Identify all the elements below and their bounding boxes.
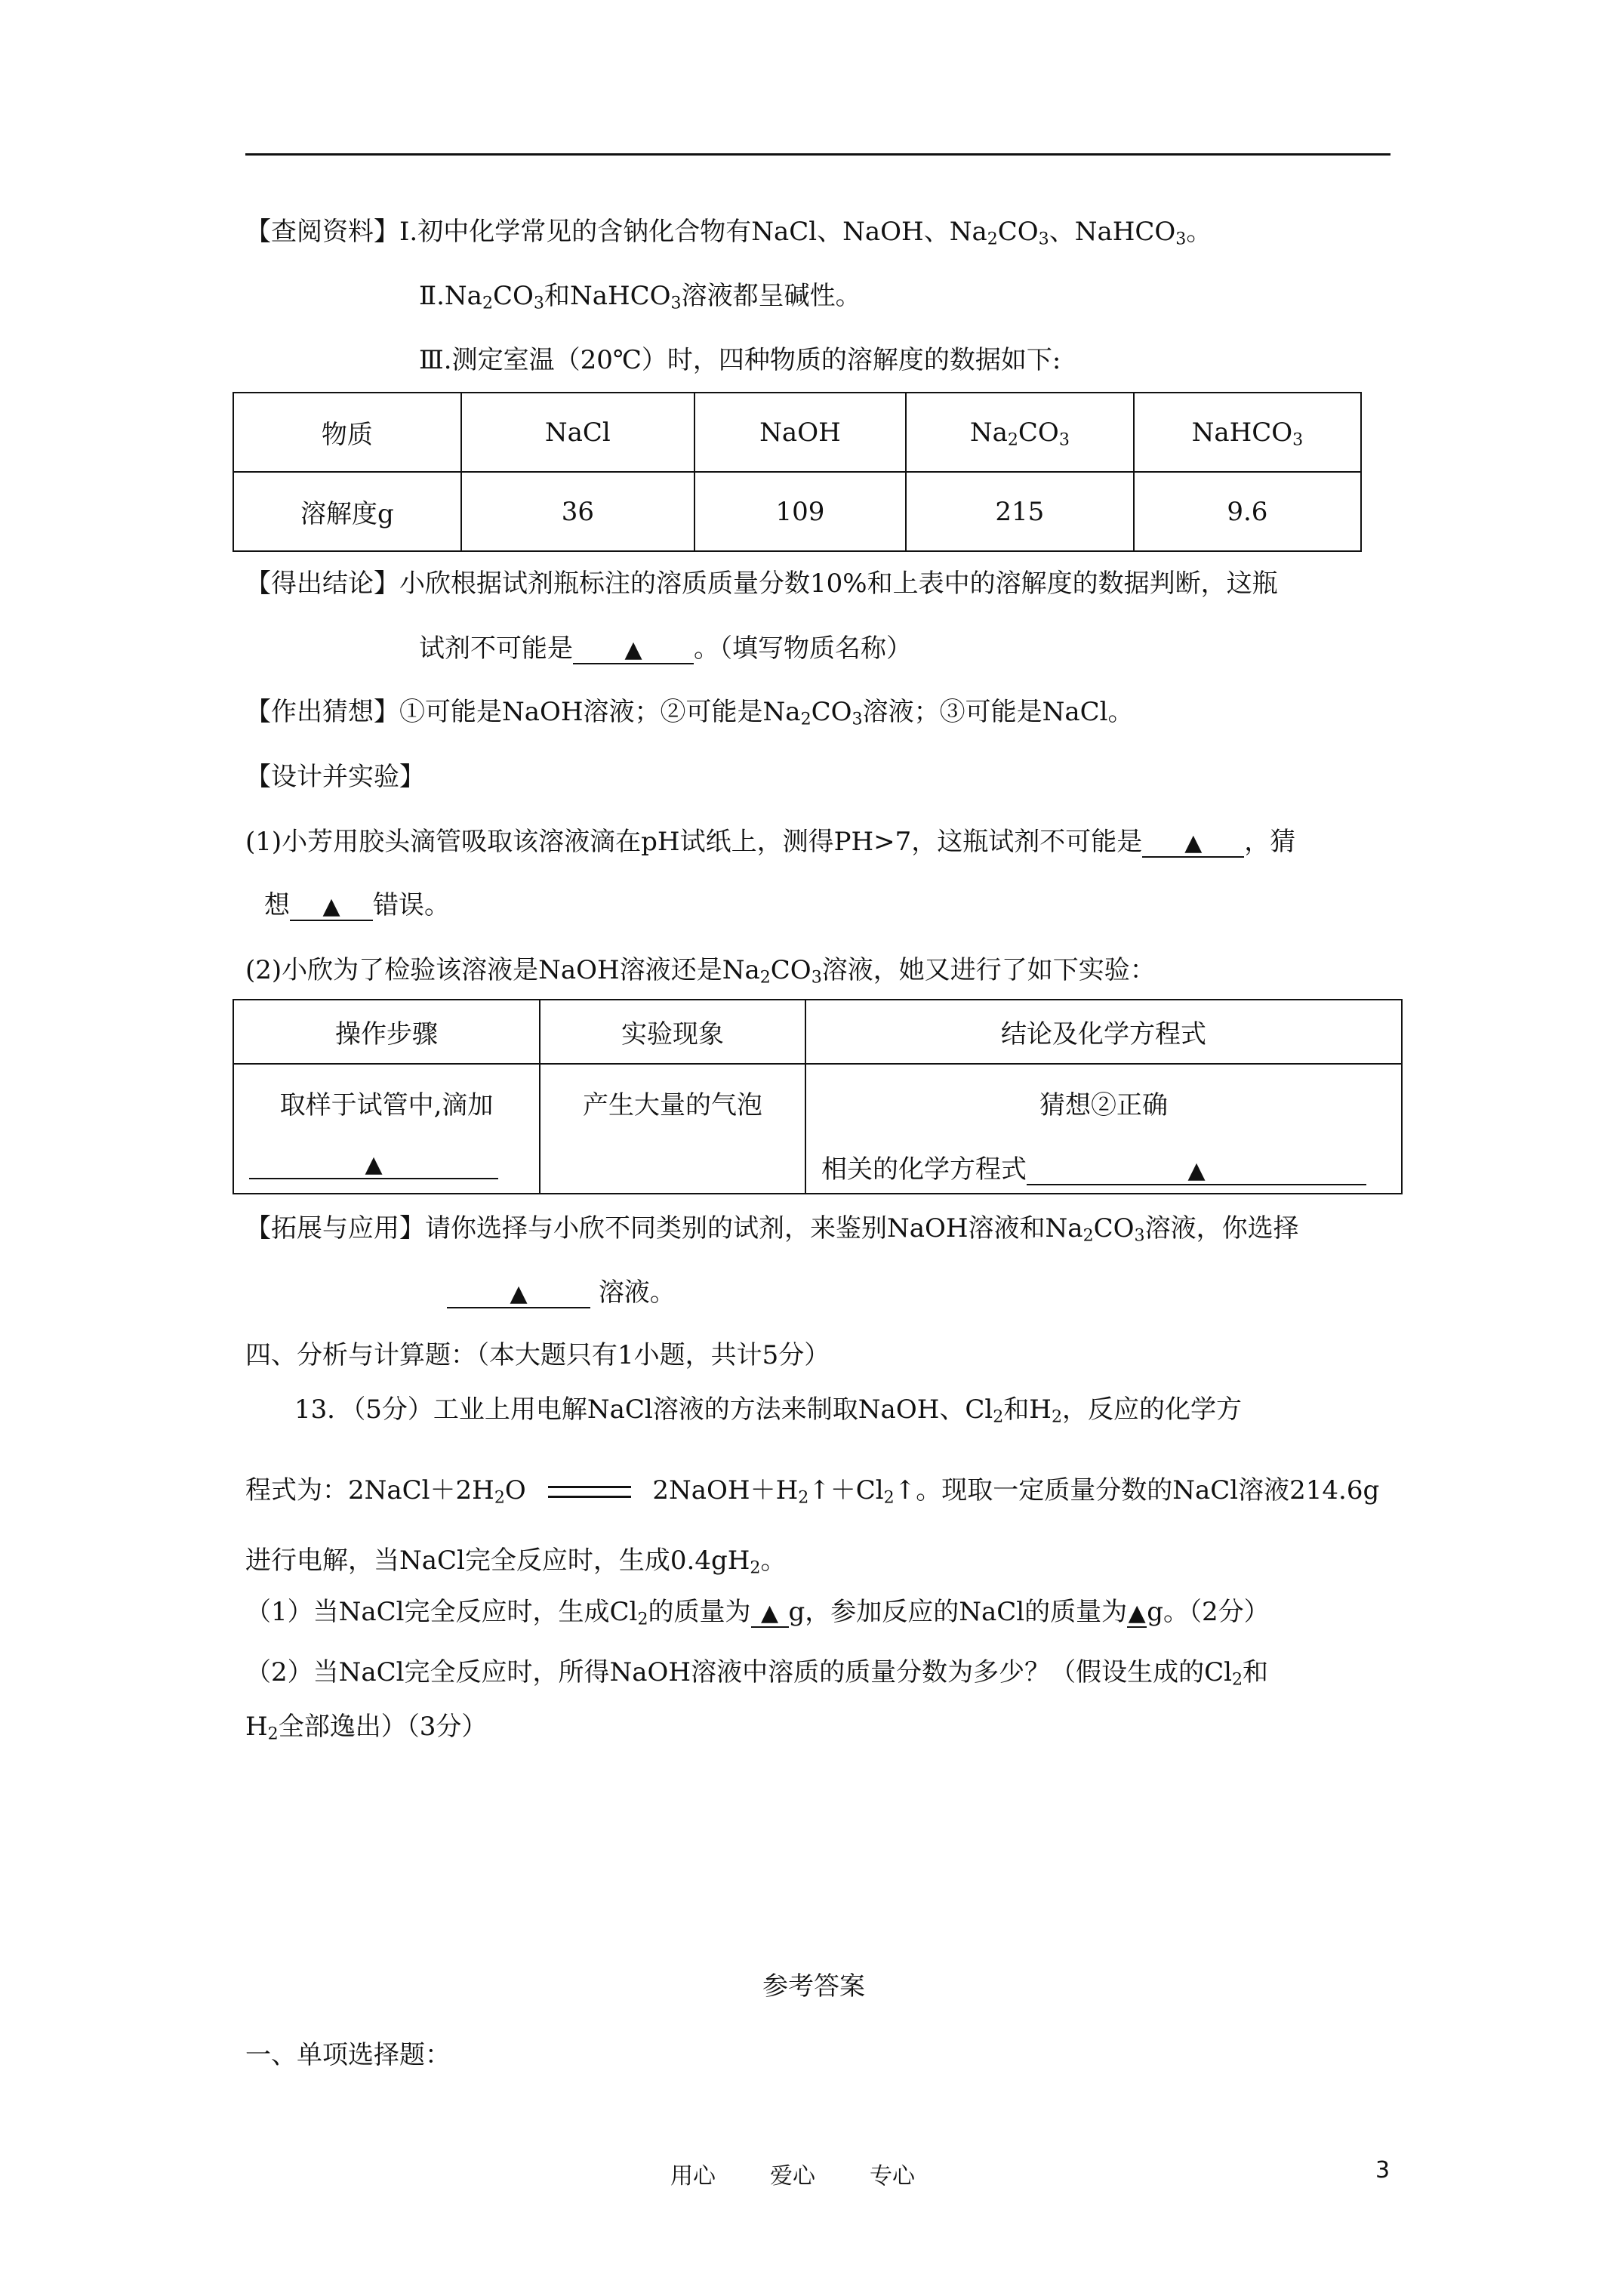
answer-blank[interactable]: ▲ xyxy=(751,1599,789,1628)
table-cell xyxy=(805,1064,1402,1194)
conclusion-line-2: 试剂不可能是 ▲ 。（填写物质名称） xyxy=(419,633,912,664)
header-rule xyxy=(245,153,1390,156)
observation-text: 产生大量的气泡 xyxy=(583,1090,762,1120)
answers-title: 参考答案 xyxy=(762,1971,865,2002)
operation-step-text: 取样于试管中,滴加 xyxy=(279,1090,494,1120)
conclusion-text: 猜想②正确 xyxy=(1039,1090,1168,1120)
question-1-line-1: (1)小芳用胶头滴管吸取该溶液滴在pH试纸上，测得PH>7，这瓶试剂不可能是 ▲ ，猜 xyxy=(245,827,1296,857)
table-row xyxy=(233,393,1361,472)
answer-blank[interactable]: ▲ xyxy=(1128,1600,1146,1626)
problem-13-part-2-line-1: （2）当NaCl完全反应时，所得NaOH溶液中溶质的质量分数为多少？（假设生成的$Cl_2$和 xyxy=(245,1657,1269,1690)
footer-mid: 爱心 xyxy=(770,2163,815,2190)
table-cell: 物质 xyxy=(233,393,461,472)
table-cell: NaOH xyxy=(694,393,906,472)
table-cell: 109 xyxy=(694,472,906,551)
section-4-heading: 四、分析与计算题：（本大题只有1小题，共计5分） xyxy=(245,1340,830,1370)
table-cell xyxy=(540,1064,805,1194)
page-number: 3 xyxy=(1375,2157,1390,2184)
table-cell: 9.6 xyxy=(1134,472,1361,551)
table-cell: 溶解度g xyxy=(233,472,461,551)
answer-blank[interactable]: ▲ xyxy=(1027,1157,1366,1185)
table-cell: $Na_2CO_3$ xyxy=(906,393,1134,472)
table-cell: 215 xyxy=(906,472,1134,551)
table-row xyxy=(233,1064,1402,1194)
question-1-line-2: 想 ▲ 错误。 xyxy=(264,890,450,920)
problem-13-equation: 程式为：$2NaCl+2H_2O$ $2NaOH+H_2↑+Cl_2↑$。现取一定质量分数的NaCl溶液214.6g xyxy=(245,1475,1380,1508)
table-cell: 操作步骤 xyxy=(233,1000,540,1064)
extension-line-2: ▲ 溶液。 xyxy=(447,1280,676,1308)
answers-section-1: 一、单项选择题： xyxy=(245,2040,451,2070)
experiment-table xyxy=(233,999,1403,1194)
answer-blank[interactable]: ▲ xyxy=(290,892,373,921)
answer-blank[interactable]: ▲ xyxy=(249,1151,498,1179)
question-2-line: (2)小欣为了检验该溶液是NaOH溶液还是$Na_2CO_3$溶液，她又进行了如下实验： xyxy=(245,955,1156,988)
table-cell xyxy=(233,1064,540,1194)
reference-item-2: $Ⅱ.Na_2CO_3$和NaHCO$_3$溶液都呈碱性。 xyxy=(419,281,861,313)
table-cell: NaCl xyxy=(461,393,694,472)
footer-right: 专心 xyxy=(870,2163,915,2190)
reaction-arrow xyxy=(548,1486,631,1498)
hypothesis-line: 【作出猜想】①可能是NaOH溶液；②可能是$Na_2CO_3$溶液；③可能是NaCl。 xyxy=(245,697,1134,729)
problem-13-part-1: （1）当NaCl完全反应时，生成$Cl_2$的质量为 ▲ g，参加反应的NaCl的质量为▲g。（2分） xyxy=(245,1597,1270,1629)
problem-13-part-2-line-2: $H_2$全部逸出）（3分） xyxy=(245,1712,488,1744)
answer-blank[interactable]: ▲ xyxy=(447,1280,590,1308)
extension-line-1: 【拓展与应用】请你选择与小欣不同类别的试剂，来鉴别NaOH溶液和$Na_2CO_3$溶液，你选择 xyxy=(245,1213,1299,1246)
conclusion-line-1: 【得出结论】小欣根据试剂瓶标注的溶质质量分数10%和上表中的溶解度的数据判断，这瓶 xyxy=(245,569,1278,599)
reference-item-1: 【查阅资料】Ⅰ.初中化学常见的含钠化合物有NaCl、NaOH、$Na_2CO_3$、NaHCO$_3$。 xyxy=(245,217,1212,249)
table-row xyxy=(233,1000,1402,1064)
solubility-table xyxy=(233,392,1362,552)
problem-13-line-1: 13．（5分）工业上用电解NaCl溶液的方法来制取NaOH、$Cl_2$和$H_2$，反应的化学方 xyxy=(294,1395,1243,1427)
reference-item-3: Ⅲ.测定室温（20℃）时，四种物质的溶解度的数据如下: xyxy=(419,345,1061,375)
table-cell: 结论及化学方程式 xyxy=(805,1000,1402,1064)
answer-blank[interactable]: ▲ xyxy=(1142,829,1244,858)
table-cell: 36 xyxy=(461,472,694,551)
table-cell: NaHCO$_3$ xyxy=(1134,393,1361,472)
footer-left: 用心 xyxy=(670,2163,716,2190)
table-row xyxy=(233,472,1361,551)
equation-line: 相关的化学方程式 ▲ xyxy=(806,1148,1401,1185)
answer-blank[interactable]: ▲ xyxy=(573,636,694,664)
design-heading: 【设计并实验】 xyxy=(245,762,425,792)
problem-13-line-3: 进行电解，当NaCl完全反应时，生成$0.4gH_2$。 xyxy=(245,1546,787,1578)
table-cell: 实验现象 xyxy=(540,1000,805,1064)
